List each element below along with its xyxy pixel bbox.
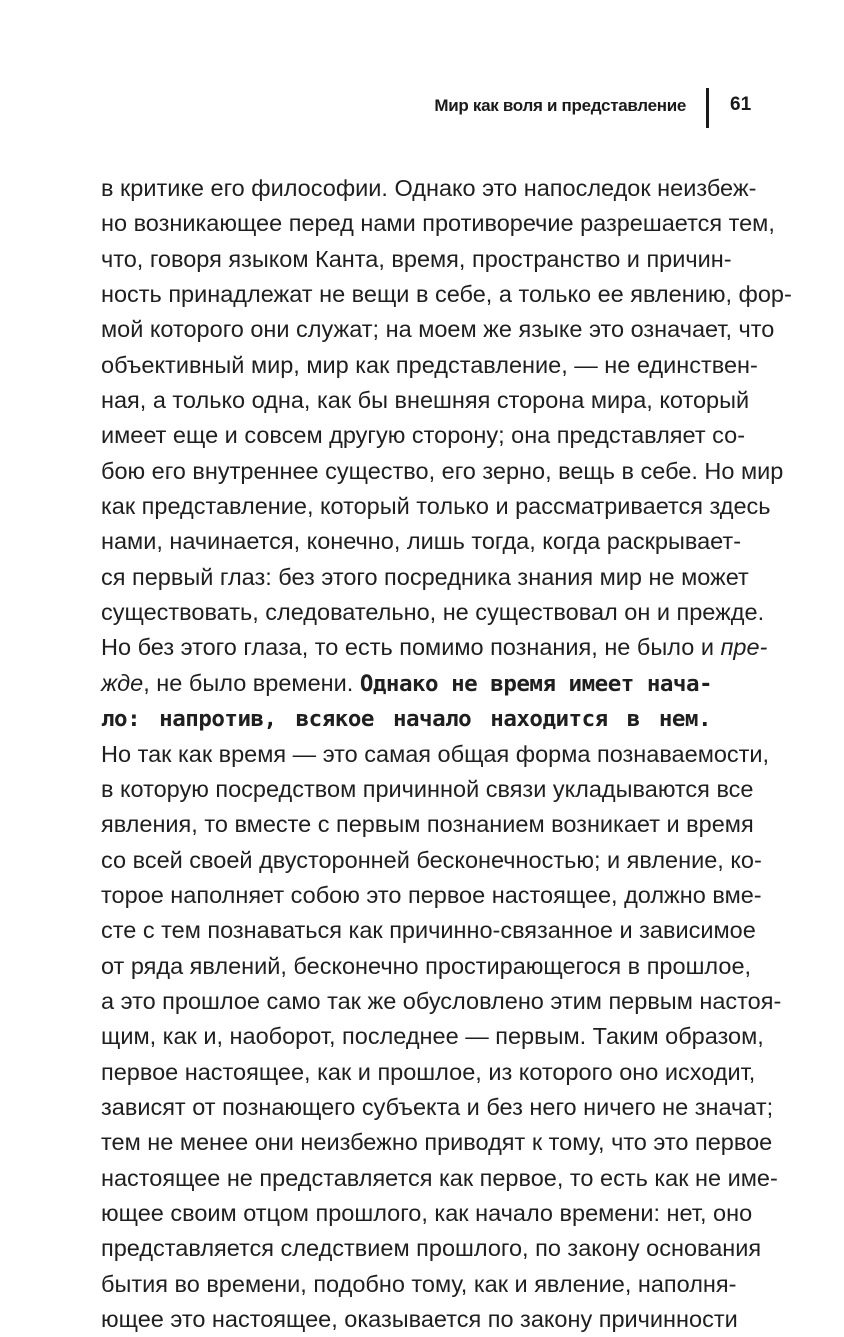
text-line: что, говоря языком Канта, время, пространство и причин-	[101, 245, 732, 272]
text-line: нами, начинается, конечно, лишь тогда, когда раскрывает-	[101, 528, 742, 555]
text-line: имеет еще и совсем другую сторону; она представляет со-	[101, 422, 746, 449]
bold-emphasis: ло: напротив, всякое начало находится в нем.	[101, 706, 711, 733]
page-number: 61	[730, 94, 752, 115]
text-line: ющее своим отцом прошлого, как начало времени: нет, оно	[101, 1199, 753, 1226]
running-header	[0, 88, 844, 128]
running-title: Мир как воля и представление	[434, 96, 686, 115]
italic-word: жде	[101, 669, 144, 696]
text-line: тем не менее они неизбежно приводят к тому, что это первое	[101, 1129, 773, 1156]
text-line: представляется следствием прошлого, по закону основания	[101, 1235, 762, 1262]
italic-word: пре-	[720, 634, 768, 661]
body-text	[101, 171, 792, 1337]
text-line: от ряда явлений, бесконечно простирающегося в прошлое,	[101, 952, 752, 979]
text-line: ся первый глаз: без этого посредника знания мир не может	[101, 563, 749, 590]
text-line: настоящее не представляется как первое, то есть как не име-	[101, 1164, 778, 1191]
text-line: ющее это настоящее, оказывается по закону причинности	[101, 1306, 738, 1332]
text-line: ная, а только одна, как бы внешняя сторона мира, который	[101, 387, 750, 414]
text-line: сте с тем познаваться как причинно-связанное и зависимое	[101, 917, 756, 944]
text-line: торое наполняет собою это первое настоящее, должно вме-	[101, 881, 762, 908]
text-line: Но так как время — это самая общая форма познаваемости,	[101, 740, 770, 767]
text-line: объективный мир, мир как представление, — не единствен-	[101, 351, 758, 378]
text-line: в критике его философии. Однако это напоследок неизбеж-	[101, 175, 757, 201]
text-line: а это прошлое само так же обусловлено этим первым настоя-	[101, 987, 782, 1014]
text-line	[101, 701, 711, 736]
text-segment: Но без этого глаза, то есть помимо познания, не было и	[101, 634, 714, 661]
text-line: но возникающее перед нами противоречие разрешается тем,	[101, 210, 775, 237]
text-line: бытия во времени, подобно тому, как и явление, наполня-	[101, 1270, 737, 1297]
text-line: явления, то вместе с первым познанием возникает и время	[101, 811, 754, 838]
text-line: бою его внутреннее существо, его зерно, вещь в себе. Но мир	[101, 457, 784, 484]
text-line: зависят от познающего субъекта и без него ничего не значат;	[101, 1093, 774, 1120]
text-line: со всей своей двусторонней бесконечностью; и явление, ко-	[101, 846, 762, 873]
text-line: первое настоящее, как и прошлое, из которого оно исходит,	[101, 1058, 756, 1085]
text-segment: , не было времени.	[143, 669, 354, 696]
text-line: мой которого они служат; на моем же языке это означает, что	[101, 316, 775, 343]
header-divider	[706, 88, 709, 128]
text-line: ность принадлежат не вещи в себе, а только ее явлению, фор-	[101, 281, 792, 308]
bold-emphasis: Однако не время имеет нача-	[359, 670, 713, 697]
text-line: в которую посредством причинной связи укладываются все	[101, 775, 754, 802]
text-line: существовать, следовательно, не существовал он и прежде.	[101, 599, 765, 626]
text-line	[101, 630, 768, 665]
text-line	[101, 666, 711, 701]
text-line: щим, как и, наоборот, последнее — первым. Таким образом,	[101, 1023, 764, 1050]
text-line: как представление, который только и рассматривается здесь	[101, 493, 771, 520]
